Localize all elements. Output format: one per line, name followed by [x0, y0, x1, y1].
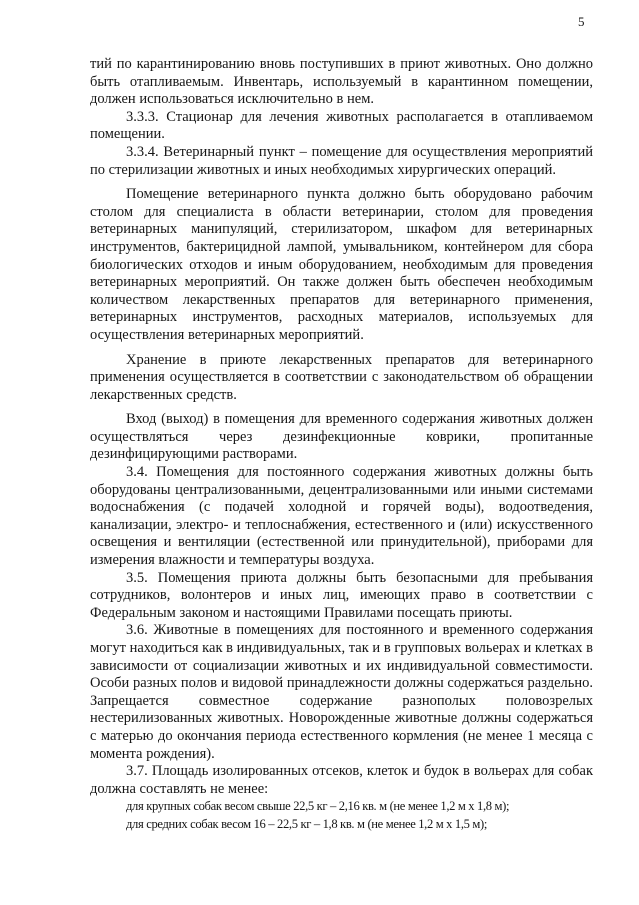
- paragraph-quarantine-continued: тий по карантинированию вновь поступивших в приют животных. Оно должно быть отапливаемым. Инвентарь, используемый в карантинном помещении, должен использоваться исключительно в нем.: [90, 56, 593, 108]
- paragraph-drug-storage: Хранение в приюте лекарственных препаратов для ветеринарного применения осуществляется в соответствии с законодательством об обращении лекарственных средств.: [90, 351, 593, 403]
- paragraph-3-5: 3.5. Помещения приюта должны быть безопасными для пребывания сотрудников, волонтеров и иных лиц, имеющих право в соответствии с Федеральным законом и настоящими Правилами посещать приюты.: [90, 569, 593, 621]
- paragraph-3-7: 3.7. Площадь изолированных отсеков, клеток и будок в вольерах для собак должна составлять не менее:: [90, 763, 593, 797]
- paragraph-3-3-4: 3.3.4. Ветеринарный пункт – помещение для осуществления мероприятий по стерилизации животных и иных необходимых хирургических операций.: [90, 143, 593, 178]
- paragraph-3-6: 3.6. Животные в помещениях для постоянного и временного содержания могут находиться как в индивидуальных, так и в групповых вольерах и клетках в зависимости от социализации животных и их индивидуальной совместимости. Особи разных полов и видовой принадлежности должны содержаться раздельно. Запрещается совместное содержание разнополых половозрелых нестерилизованных животных. Новорожденные животные должны содержаться с матерью до окончания периода естественного кормления (не менее 1 месяца с момента рождения).: [90, 622, 593, 762]
- list-item-large-dogs: для крупных собак весом свыше 22,5 кг – 2,16 кв. м (не менее 1,2 м х 1,8 м);: [126, 799, 510, 814]
- paragraph-disinfection-mats: Вход (выход) в помещения для временного содержания животных должен осуществляться через дезинфекционные коврики, пропитанные дезинфицирующими растворами.: [90, 411, 593, 463]
- page-number: 5: [578, 14, 585, 29]
- page-body: [90, 56, 593, 834]
- paragraph-vet-equipment: Помещение ветеринарного пункта должно быть оборудовано рабочим столом для специалиста в области ветеринарии, столом для проведения ветеринарных манипуляций, стерилизатором, шкафом для ветеринарных инструментов, бактерицидной лампой, умывальником, контейнером для сбора биологических отходов и иным оборудованием, необходимым для проведения ветеринарных мероприятий. Он также должен быть обеспечен необходимым количеством лекарственных препаратов для ветеринарного применения, ветеринарных инструментов, расходных материалов, используемых для осуществления ветеринарных мероприятий.: [90, 186, 593, 343]
- paragraph-3-4: 3.4. Помещения для постоянного содержания животных должны быть оборудованы централизованными, децентрализованными или иными системами водоснабжения (с подачей холодной и горячей воды), водоотведения, канализации, электро- и теплоснабжения, естественного и (или) искусственного освещения и вентиляции (естественной или принудительной), приборами для измерения влажности и температуры воздуха.: [90, 464, 593, 569]
- list-item-medium-dogs: для средних собак весом 16 – 22,5 кг – 1,8 кв. м (не менее 1,2 м х 1,5 м);: [126, 816, 487, 831]
- paragraph-3-3-3: 3.3.3. Стационар для лечения животных располагается в отапливаемом помещении.: [90, 108, 593, 143]
